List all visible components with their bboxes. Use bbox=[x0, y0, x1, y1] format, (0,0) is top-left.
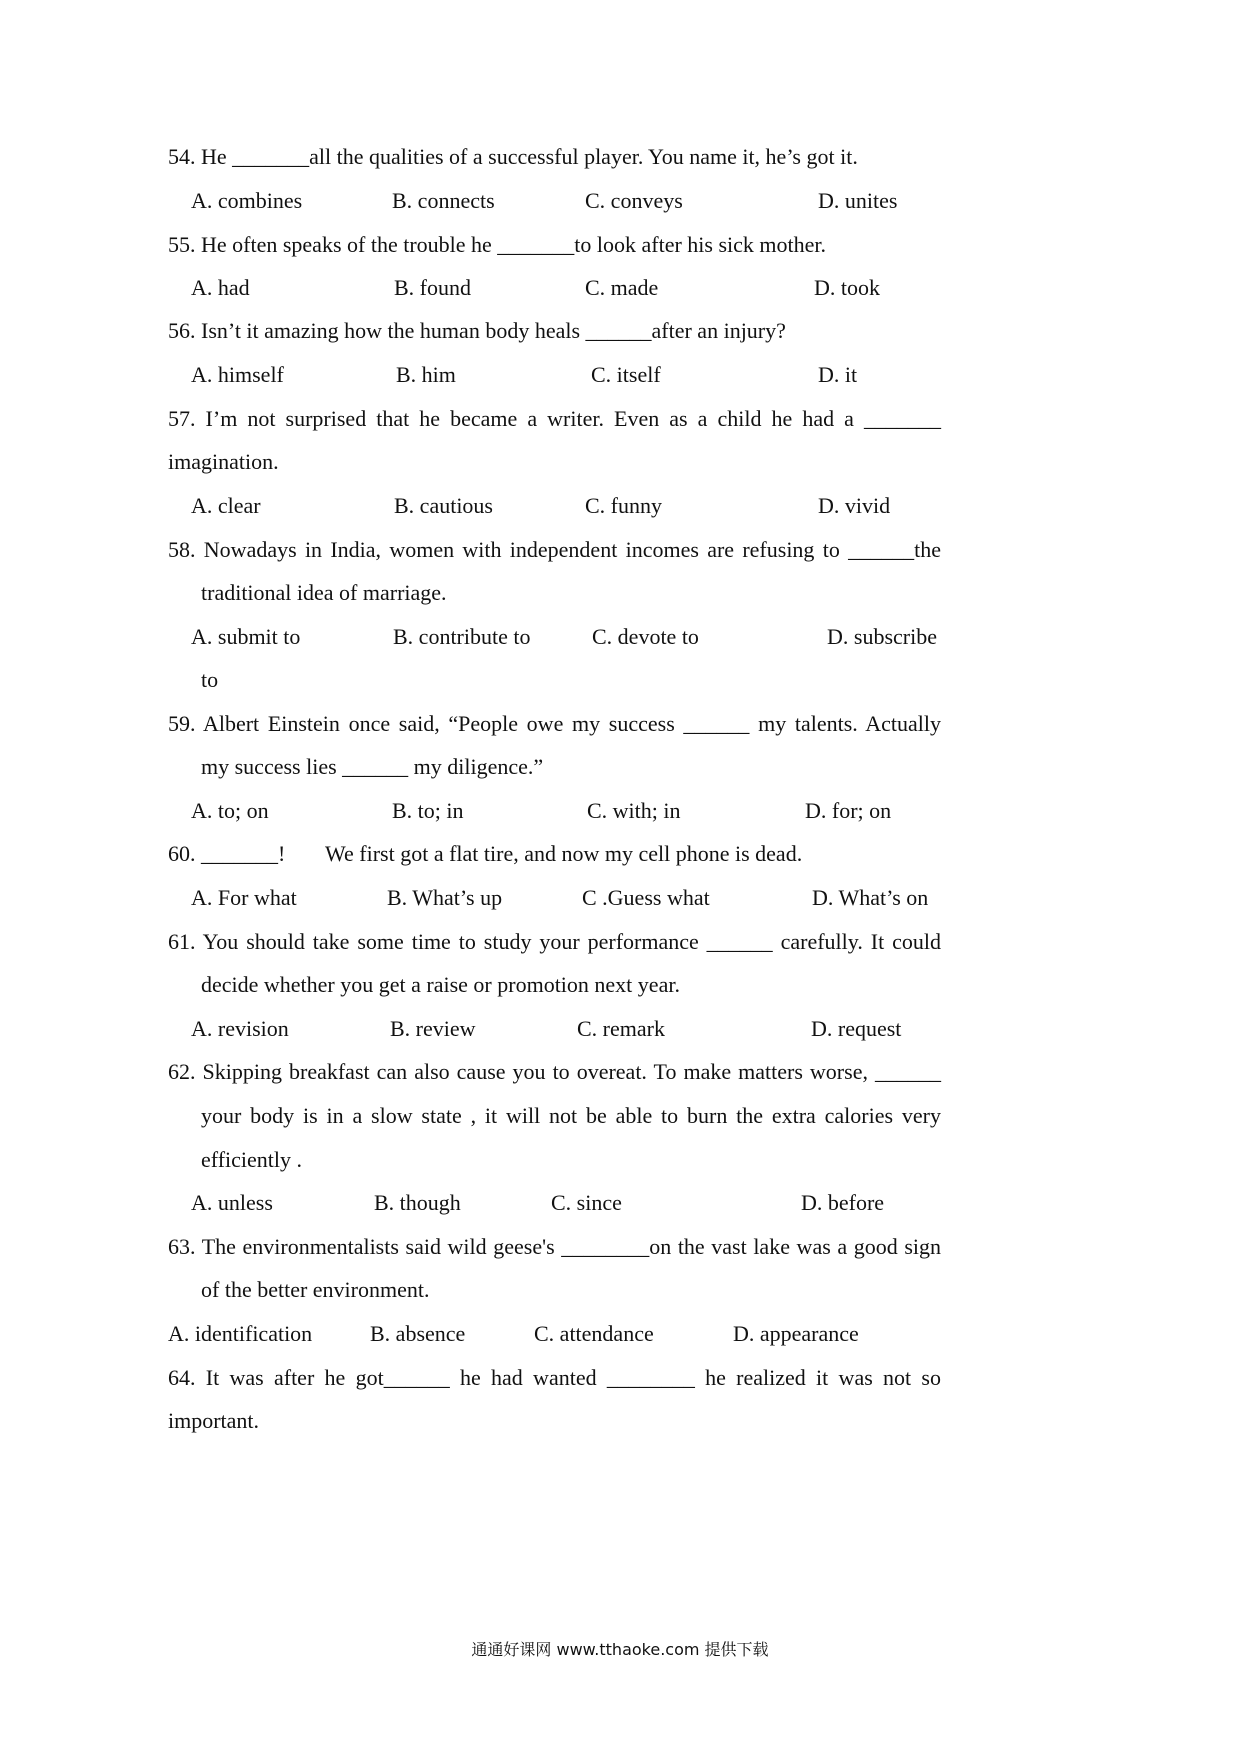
question-54-stem: 54. He _______all the qualities of a successful player. You name it, he’s got it. bbox=[168, 144, 858, 169]
question-62-stem-continued-2: efficiently . bbox=[201, 1147, 302, 1172]
question-62-option-a: A. unless bbox=[191, 1190, 273, 1215]
question-55-option-c: C. made bbox=[585, 275, 659, 300]
question-55-option-d: D. took bbox=[814, 275, 880, 300]
question-63-option-d: D. appearance bbox=[733, 1321, 859, 1346]
question-61-option-c: C. remark bbox=[577, 1016, 665, 1041]
question-58-option-b: B. contribute to bbox=[393, 624, 531, 649]
question-54-option-d: D. unites bbox=[818, 188, 898, 213]
question-60-option-a: A. For what bbox=[191, 885, 297, 910]
question-60-stem-continued: We first got a flat tire, and now my cell phone is dead. bbox=[325, 841, 803, 866]
footer-source: 通通好课网 www.tthaoke.com 提供下载 bbox=[471, 1640, 769, 1659]
question-64-stem-continued: important. bbox=[168, 1408, 260, 1433]
question-57-option-b: B. cautious bbox=[394, 493, 493, 518]
question-56-option-a: A. himself bbox=[191, 362, 284, 387]
question-60-option-b: B. What’s up bbox=[387, 885, 503, 910]
question-56-option-c: C. itself bbox=[591, 362, 661, 387]
question-59-stem-continued: my success lies ______ my diligence.” bbox=[201, 754, 544, 779]
question-57-stem: 57. I’m not surprised that he became a writer. Even as a child he had a _______ bbox=[168, 406, 941, 431]
question-57-option-a: A. clear bbox=[191, 493, 261, 518]
question-54-option-c: C. conveys bbox=[585, 188, 683, 213]
question-57-option-c: C. funny bbox=[585, 493, 662, 518]
question-60-stem: 60. _______! bbox=[168, 841, 286, 866]
question-58-option-d: D. subscribe bbox=[827, 624, 937, 649]
question-59-option-c: C. with; in bbox=[587, 798, 681, 823]
question-61-stem-continued: decide whether you get a raise or promotion next year. bbox=[201, 972, 680, 997]
question-62-option-d: D. before bbox=[801, 1190, 885, 1215]
question-56-stem: 56. Isn’t it amazing how the human body heals ______after an injury? bbox=[168, 318, 786, 343]
question-63-stem: 63. The environmentalists said wild geese's ________on the vast lake was a good sign bbox=[168, 1234, 941, 1259]
question-58-stem-continued: traditional idea of marriage. bbox=[201, 580, 447, 605]
question-55-option-b: B. found bbox=[394, 275, 471, 300]
question-63-option-c: C. attendance bbox=[534, 1321, 654, 1346]
question-58-option-d-wrap: to bbox=[201, 667, 219, 692]
question-62-stem: 62. Skipping breakfast can also cause you to overeat. To make matters worse, ______ bbox=[168, 1059, 941, 1084]
question-58-stem: 58. Nowadays in India, women with independent incomes are refusing to ______the bbox=[168, 537, 941, 562]
question-55-option-a: A. had bbox=[191, 275, 250, 300]
question-64-stem: 64. It was after he got______ he had wanted ________ he realized it was not so bbox=[168, 1365, 941, 1390]
question-60-option-c: C .Guess what bbox=[582, 885, 710, 910]
question-59-option-d: D. for; on bbox=[805, 798, 892, 823]
question-58-option-a: A. submit to bbox=[191, 624, 301, 649]
question-59-option-b: B. to; in bbox=[392, 798, 464, 823]
question-55-stem: 55. He often speaks of the trouble he _______to look after his sick mother. bbox=[168, 232, 827, 257]
question-63-option-b: B. absence bbox=[370, 1321, 466, 1346]
question-58-option-c: C. devote to bbox=[592, 624, 699, 649]
question-62-option-c: C. since bbox=[551, 1190, 622, 1215]
question-62-option-b: B. though bbox=[374, 1190, 461, 1215]
question-63-option-a: A. identification bbox=[168, 1321, 313, 1346]
question-54-option-b: B. connects bbox=[392, 188, 495, 213]
question-63-stem-continued: of the better environment. bbox=[201, 1277, 430, 1302]
question-59-option-a: A. to; on bbox=[191, 798, 269, 823]
question-61-option-a: A. revision bbox=[191, 1016, 289, 1041]
question-61-option-d: D. request bbox=[811, 1016, 902, 1041]
question-57-option-d: D. vivid bbox=[818, 493, 891, 518]
question-62-stem-continued: your body is in a slow state , it will not be able to burn the extra calories very bbox=[201, 1103, 941, 1128]
question-61-option-b: B. review bbox=[390, 1016, 476, 1041]
question-56-option-d: D. it bbox=[818, 362, 858, 387]
question-57-stem-continued: imagination. bbox=[168, 449, 279, 474]
question-60-option-d: D. What’s on bbox=[812, 885, 929, 910]
question-54-option-a: A. combines bbox=[191, 188, 303, 213]
question-61-stem: 61. You should take some time to study your performance ______ carefully. It could bbox=[168, 929, 941, 954]
question-59-stem: 59. Albert Einstein once said, “People owe my success ______ my talents. Actually bbox=[168, 711, 941, 736]
question-56-option-b: B. him bbox=[396, 362, 456, 387]
